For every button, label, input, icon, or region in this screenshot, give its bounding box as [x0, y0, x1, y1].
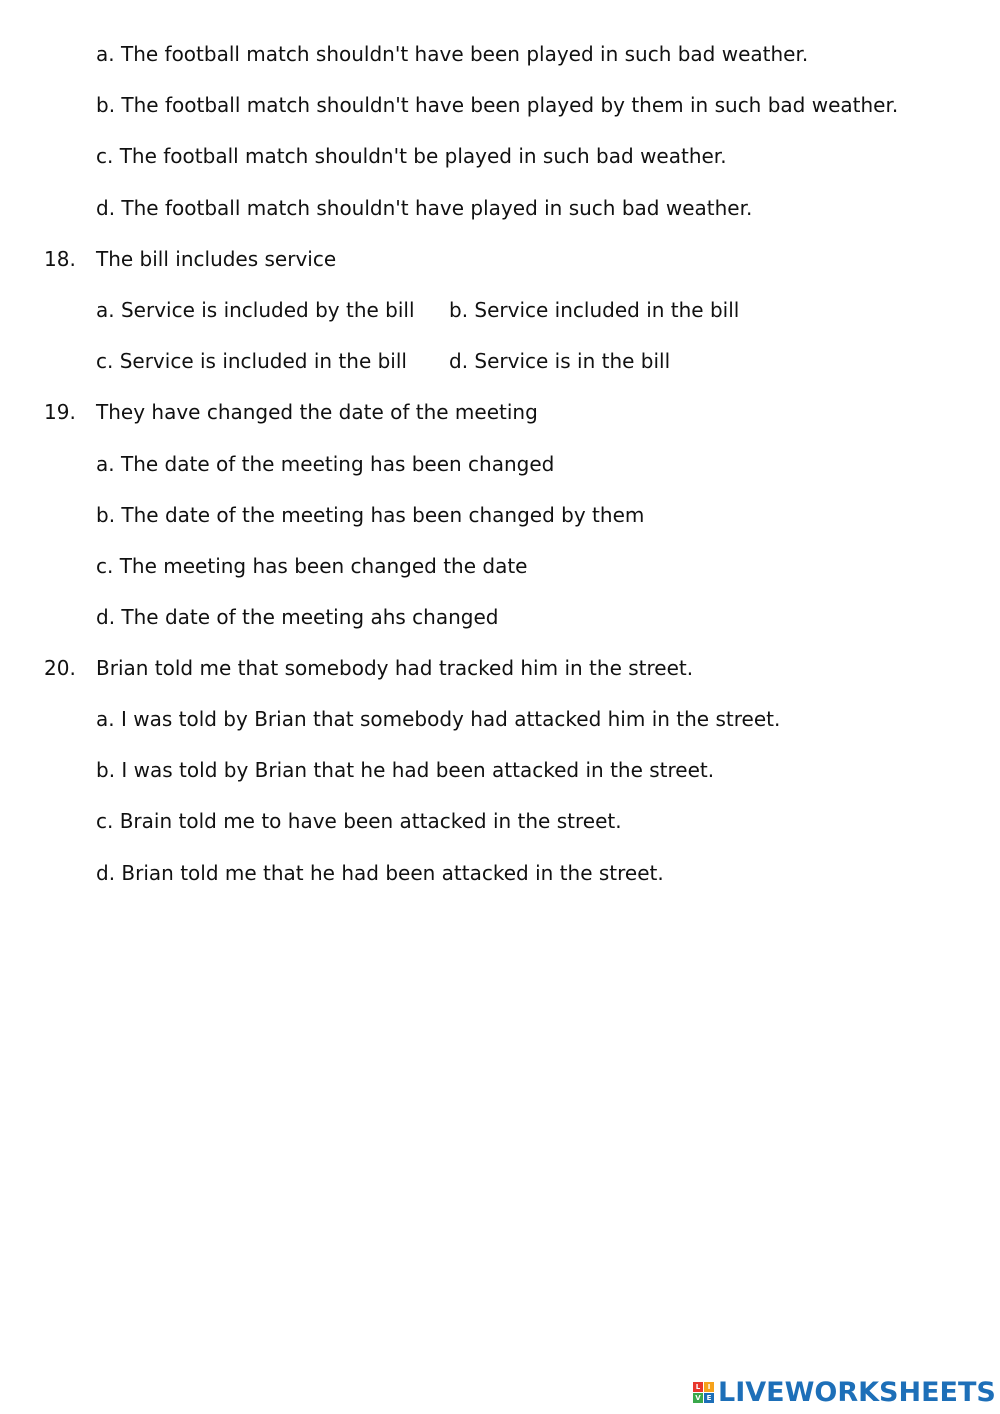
- q20-text: Brian told me that somebody had tracked him in the street.: [96, 656, 694, 680]
- q17-option-d: d. The football match shouldn't have played in such bad weather.: [96, 196, 753, 220]
- q20-option-c: c. Brain told me to have been attacked in the street.: [96, 809, 622, 833]
- q18-option-d: d. Service is in the bill: [449, 349, 671, 373]
- logo-tile-e: E: [704, 1393, 714, 1403]
- q18-text: The bill includes service: [96, 247, 337, 271]
- q20-option-d: d. Brian told me that he had been attacked in the street.: [96, 861, 664, 885]
- q18-number: 18.: [44, 247, 76, 271]
- logo-tile-v: V: [693, 1393, 703, 1403]
- logo-tile-i: I: [704, 1382, 714, 1392]
- q19-number: 19.: [44, 400, 76, 424]
- liveworksheets-logo-icon: [693, 1382, 714, 1403]
- q18-option-a: a. Service is included by the bill: [96, 298, 415, 322]
- q18-option-c: c. Service is included in the bill: [96, 349, 407, 373]
- logo-tile-l: L: [693, 1382, 703, 1392]
- q19-text: They have changed the date of the meeting: [96, 400, 538, 424]
- q20-number: 20.: [44, 656, 76, 680]
- liveworksheets-logo-text: LIVEWORKSHEETS: [718, 1376, 996, 1408]
- liveworksheets-logo: [693, 1374, 996, 1410]
- q19-option-c: c. The meeting has been changed the date: [96, 554, 528, 578]
- q20-option-b: b. I was told by Brian that he had been attacked in the street.: [96, 758, 715, 782]
- q20-option-a: a. I was told by Brian that somebody had attacked him in the street.: [96, 707, 781, 731]
- q18-option-b: b. Service included in the bill: [449, 298, 740, 322]
- q19-option-b: b. The date of the meeting has been changed by them: [96, 503, 645, 527]
- q17-option-a: a. The football match shouldn't have been played in such bad weather.: [96, 42, 809, 66]
- q19-option-d: d. The date of the meeting ahs changed: [96, 605, 499, 629]
- q19-option-a: a. The date of the meeting has been changed: [96, 452, 555, 476]
- q17-option-c: c. The football match shouldn't be played in such bad weather.: [96, 144, 727, 168]
- q17-option-b: b. The football match shouldn't have been played by them in such bad weather.: [96, 93, 899, 117]
